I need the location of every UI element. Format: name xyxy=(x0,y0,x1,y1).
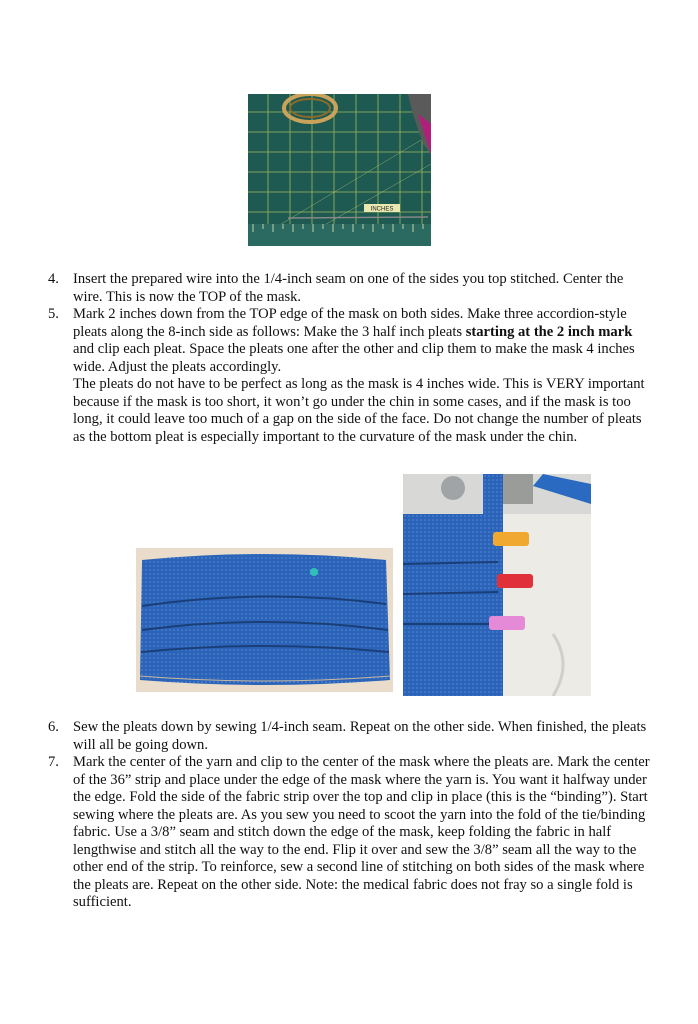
step-text-bold: starting at the 2 inch mark xyxy=(465,323,633,340)
step-text: Sew the pleats down by sewing 1/4-inch seam. Repeat on the other side. When finished, the pleats will all be going down. xyxy=(73,719,647,753)
step-text: Mark 2 inches down from the TOP edge of the mask on both sides. Make three accordion-style pleats along the 8-inch side as follows: Make the 3 half inch pleats xyxy=(73,306,627,340)
step-number: 7. xyxy=(48,754,59,770)
mat-label-text: INCHES xyxy=(370,206,394,213)
step-number: 5. xyxy=(48,306,59,322)
photo-wire-on-cutting-mat xyxy=(248,94,431,246)
instruction-list-second xyxy=(48,719,653,912)
step-6 xyxy=(48,719,653,754)
step-5 xyxy=(48,306,653,446)
photo-clips-on-sewing-machine xyxy=(403,474,591,696)
step-7 xyxy=(48,754,653,912)
step-text: Mark the center of the yarn and clip to the center of the mask where the pleats are. Mark the center of the 36” strip and place under the edge of the mask where the yarn is. You want it halfway under the edge. Fold the side of the fabric strip over the top and clip in place (this is the “binding”). Start sewing where the pleats are. As you sew you need to scoot the yarn into the fold of the tie/binding fabric. Use a 3/8” seam and stitch down the edge of the mask, keep folding the fabric in half lengthwise and stitch all the way to the end. Flip it over and sew the 3/8” seam all the way to the other end of the strip. To reinforce, sew a second line of stitching on both sides of the mask where the pleats are. Repeat on the other side. Note: the medical fabric does not fray so a single fold is sufficient. xyxy=(73,754,650,910)
step-4 xyxy=(48,271,653,306)
step-number: 4. xyxy=(48,271,59,287)
instruction-list-first xyxy=(48,271,653,446)
step-note: The pleats do not have to be perfect as long as the mask is 4 inches wide. This is VERY important because if the mask is too short, it won’t go under the chin in some cases, and if the mask is too long, it could leave too much of a gap on the side of the face. Do not change the number of pleats as the bottom pleat is especially important to the curvature of the mask under the chin. xyxy=(73,376,645,445)
step-number: 6. xyxy=(48,719,59,735)
photo-pleated-mask xyxy=(136,548,393,692)
step-text-continued: and clip each pleat. Space the pleats one after the other and clip them to make the mask 4 inches wide. Adjust the pleats accordingly. xyxy=(73,341,635,375)
step-text: Insert the prepared wire into the 1/4-inch seam on one of the sides you top stitched. Center the wire. This is now the TOP of the mask. xyxy=(73,271,624,305)
